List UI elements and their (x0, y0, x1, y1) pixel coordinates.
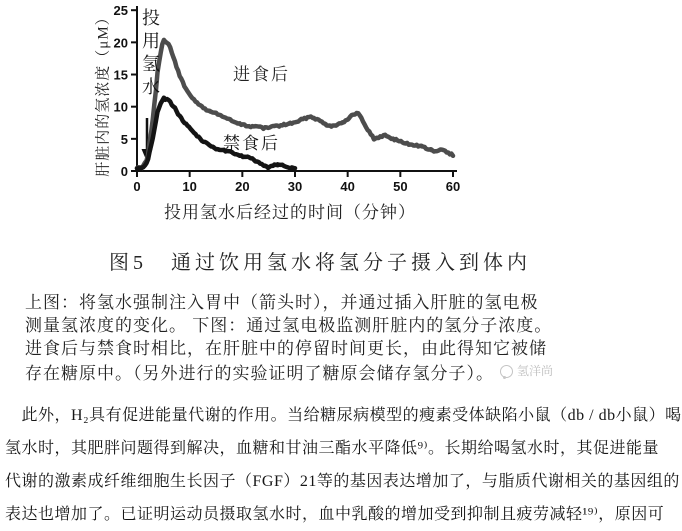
description-text: 上图：将氢水强制注入胃中（箭头时），并通过插入肝脏的氢电极 (25, 293, 539, 312)
svg-text:30: 30 (287, 179, 303, 194)
svg-text:20: 20 (113, 35, 128, 51)
description-text: 存在糖原中。（另外进行的实验证明了糖原会储存氢分子）。 (25, 364, 494, 383)
svg-text:0: 0 (133, 179, 141, 194)
svg-text:15: 15 (113, 67, 128, 83)
series-label-fed: 进食后 (233, 65, 290, 84)
svg-text:25: 25 (113, 3, 128, 19)
svg-text:60: 60 (445, 179, 461, 194)
body-line (5, 399, 682, 432)
body-line (5, 465, 680, 498)
body-text: 代谢的激素成纤维细胞生长因子（FGF）21等的基因表达增加了，与脂质代谢相关的基因组的 (5, 473, 680, 490)
watermark-text: 氢洋尚 (517, 364, 554, 378)
hydrogen-concentration-chart (85, 0, 470, 224)
body-line (5, 432, 660, 465)
description-line (25, 360, 638, 385)
watermark (500, 360, 553, 383)
svg-text:10: 10 (113, 99, 128, 115)
body-text: 此外，H₂具有促进能量代谢的作用。当给糖尿病模型的瘦素受体缺陷小鼠（db / db小鼠）喝 (5, 407, 682, 424)
injection-annotation: 投用氢水 (140, 8, 160, 100)
series-label-fasted: 禁食后 (223, 134, 280, 153)
body-paragraph (5, 399, 682, 531)
svg-text:40: 40 (340, 179, 355, 194)
figure-5 (0, 0, 658, 275)
description-text: 进食后与禁食时相比，在肝脏中的停留时间更长，由此得知它被储 (25, 339, 547, 358)
svg-text:10: 10 (182, 179, 197, 194)
body-text: 表达也增加了。已证明运动员摄取氢水时，血中乳酸的增加受到抑制且疲劳减轻¹⁹⁾，原因可 (5, 506, 665, 523)
description-text: 测量氢浓度的变化。 下图：通过氢电极监测肝脏内的氢分子浓度。 (25, 316, 553, 335)
description-line (25, 314, 638, 337)
y-axis-label: 肝脏内的氢浓度（μM） (95, 9, 112, 177)
body-text: 氢水时，其肥胖问题得到解决，血糖和甘油三酯水平降低⁹⁾。长期给喝氢水时，其促进能量 (5, 440, 660, 457)
svg-text:5: 5 (120, 131, 128, 147)
body-line (5, 498, 665, 531)
svg-text:50: 50 (393, 179, 408, 194)
watermark-logo-icon (500, 365, 513, 378)
x-axis-label: 投用氢水后经过的时间（分钟） (164, 203, 416, 222)
figure-description (25, 291, 638, 385)
svg-text:20: 20 (235, 179, 250, 194)
svg-text:0: 0 (120, 164, 128, 179)
description-line (25, 337, 638, 360)
figure-caption: 图5 通过饮用氢水将氢分子摄入到体内 (109, 252, 531, 274)
description-line (25, 291, 638, 314)
